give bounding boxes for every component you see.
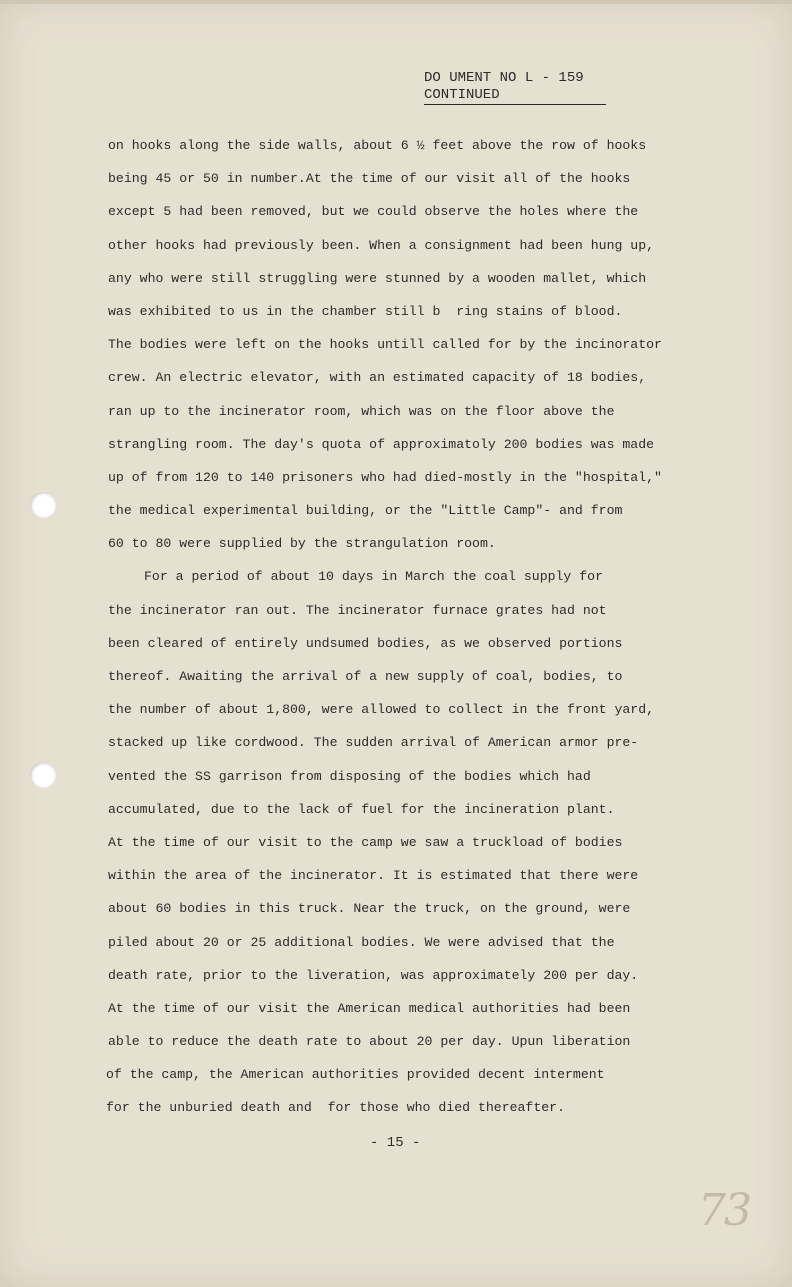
text-line: thereof. Awaiting the arrival of a new supply of coal, bodies, to (108, 669, 623, 684)
text-line: ran up to the incinerator room, which was on the floor above the (108, 403, 615, 419)
text-line: able to reduce the death rate to about 20 per day. Upun liberation (108, 1034, 631, 1050)
text-line: piled about 20 or 25 additional bodies. We were advised that the (108, 934, 615, 950)
text-line: strangling room. The day's quota of approximatoly 200 bodies was made (108, 436, 655, 452)
document-number: DO UMENT NO L - 159 (424, 70, 584, 86)
text-line: the medical experimental building, or the "Little Camp"- and from (108, 503, 623, 519)
text-line: At the time of our visit to the camp we saw a truckload of bodies (108, 834, 623, 850)
text-line: crew. An electric elevator, with an estimated capacity of 18 bodies, (108, 370, 647, 386)
text-line: was exhibited to us in the chamber still b ring stains of blood. (108, 303, 623, 319)
text-line: death rate, prior to the liveration, was approximately 200 per day. (108, 967, 639, 983)
text-line: vented the SS garrison from disposing of the bodies which had (108, 768, 591, 784)
text-line: stacked up like cordwood. The sudden arrival of American armor pre- (108, 735, 639, 751)
text-line: within the area of the incinerator. It is estimated that there were (108, 868, 639, 884)
text-line: been cleared of entirely undsumed bodies, as we observed portions (108, 635, 623, 651)
text-line: of the camp, the American authorities provided decent interment (106, 1067, 605, 1083)
text-line: being 45 or 50 in number.At the time of our visit all of the hooks (108, 171, 631, 187)
text-line: The bodies were left on the hooks untill called for by the incinorator (108, 337, 662, 353)
continued-label: CONTINUED (424, 87, 606, 105)
text-line: At the time of our visit the American medical authorities had been (108, 1000, 631, 1016)
page-number: - 15 - (370, 1135, 421, 1151)
text-line: on hooks along the side walls, about 6 ½ feet above the row of hooks (108, 138, 647, 153)
body-text (106, 129, 706, 1125)
text-line: other hooks had previously been. When a consignment had been hung up, (108, 237, 655, 253)
text-line: for the unburied death and for those who died thereafter. (106, 1100, 565, 1116)
text-line: except 5 had been removed, but we could observe the holes where the (108, 204, 639, 220)
text-line: any who were still struggling were stunned by a wooden mallet, which (108, 270, 647, 286)
punch-hole-upper (30, 492, 56, 518)
text-line: For a period of about 10 days in March the coal supply for (144, 569, 603, 585)
text-line: 60 to 80 were supplied by the strangulation room. (108, 536, 496, 552)
text-line: accumulated, due to the lack of fuel for the incineration plant. (108, 801, 615, 817)
page-top-edge (0, 0, 792, 4)
archive-handwritten-number: 73 (698, 1185, 750, 1236)
text-line: up of from 120 to 140 prisoners who had died-mostly in the "hospital," (108, 469, 662, 485)
text-line: the incinerator ran out. The incinerator furnace grates had not (108, 602, 607, 618)
punch-hole-lower (30, 762, 56, 788)
text-line: the number of about 1,800, were allowed to collect in the front yard, (108, 702, 655, 718)
text-line: about 60 bodies in this truck. Near the truck, on the ground, were (108, 901, 631, 917)
document-header (424, 70, 606, 105)
